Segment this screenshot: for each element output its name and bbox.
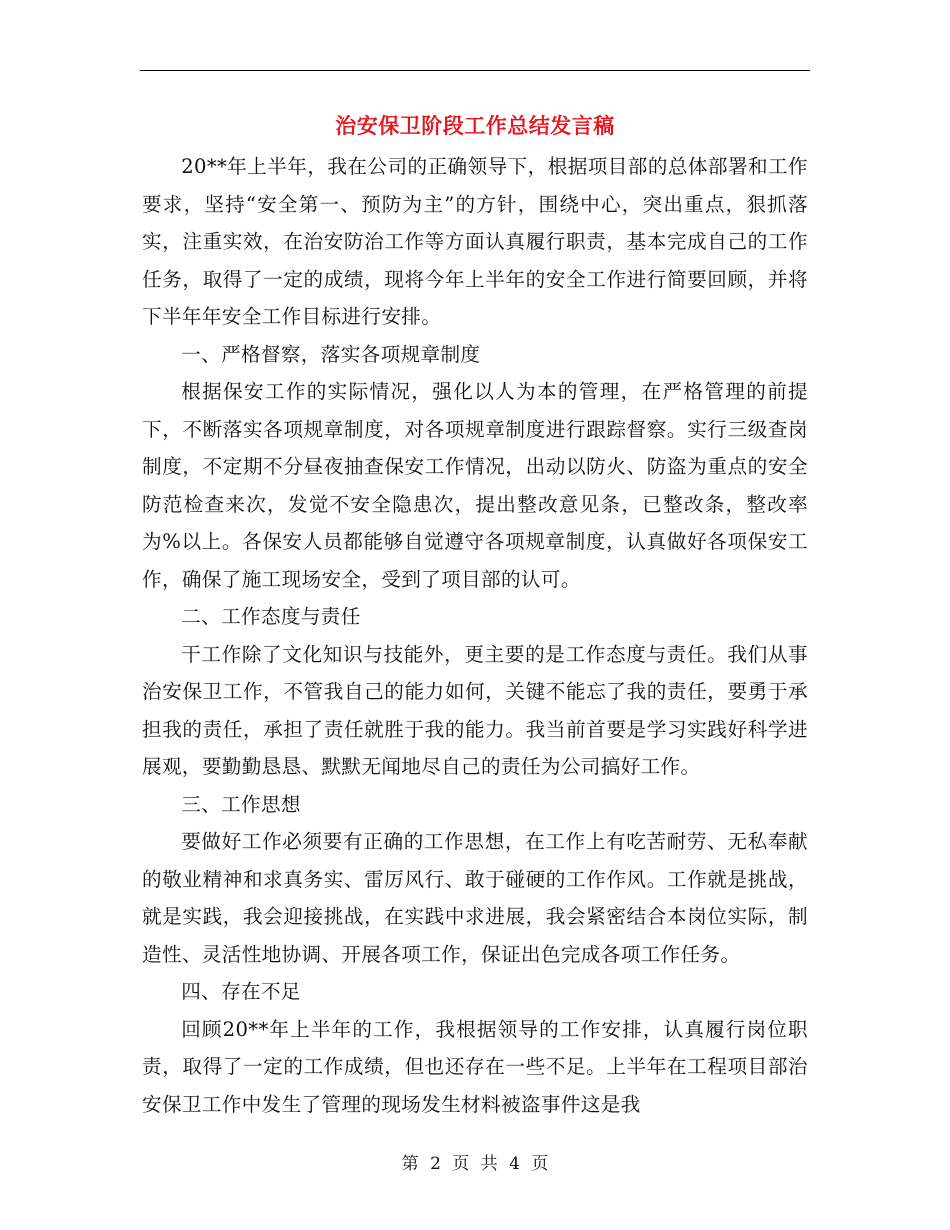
document-title: 治安保卫阶段工作总结发言稿 xyxy=(335,113,615,138)
header-rule xyxy=(140,70,810,71)
intro-paragraph: 20**年上半年，我在公司的正确领导下，根据项目部的总体部署和工作要求，坚持“安全第一、预防为主”的方针，围绕中心，突出重点，狠抓落实，注重实效，在治安防治工作等方面认真履行职责，基本完成自己的工作任务，取得了一定的成绩，现将今年上半年的安全工作进行简要回顾，并将下半年年安全工作目标进行安排。 xyxy=(142,155,808,328)
section-paragraph-3: 要做好工作必须要有正确的工作思想，在工作上有吃苦耐劳、无私奉献的敬业精神和求真务实、雷厉风行、敢于碰硬的工作作风。工作就是挑战，就是实践，我会迎接挑战，在实践中求进展，我会紧密结合本岗位实际，制造性、灵活性地协调、开展各项工作，保证出色完成各项工作任务。 xyxy=(142,830,808,966)
section-heading-4: 四、存在不足 xyxy=(181,980,301,1003)
section-paragraph-2: 干工作除了文化知识与技能外，更主要的是工作态度与责任。我们从事治安保卫工作，不管我自己的能力如何，关键不能忘了我的责任，要勇于承担我的责任，承担了责任就胜于我的能力。我当前首要是学习实践好科学进展观，要勤勤恳恳、默默无闻地尽自己的责任为公司搞好工作。 xyxy=(142,642,808,778)
section-heading-2: 二、工作态度与责任 xyxy=(181,605,361,628)
section-heading-3: 三、工作思想 xyxy=(181,792,301,816)
document-body xyxy=(142,148,808,1123)
section-heading-1: 一、严格督察，落实各项规章制度 xyxy=(181,342,481,366)
section-paragraph-4: 回顾20**年上半年的工作，我根据领导的工作安排，认真履行岗位职责，取得了一定的工作成绩，但也还存在一些不足。上半年在工程项目部治安保卫工作中发生了管理的现场发生材料被盗事件这是我 xyxy=(142,1017,808,1116)
page-number: 第 2 页 共 4 页 xyxy=(401,1154,549,1174)
section-paragraph-1: 根据保安工作的实际情况，强化以人为本的管理，在严格管理的前提下，不断落实各项规章制度，对各项规章制度进行跟踪督察。实行三级查岗制度，不定期不分昼夜抽查保安工作情况，出动以防火、防盗为重点的安全防范检查来次，发觉不安全隐患次，提出整改意见条，已整改条，整改率为%以上。各保安人员都能够自觉遵守各项规章制度，认真做好各项保安工作，确保了施工现场安全，受到了项目部的认可。 xyxy=(142,380,808,591)
